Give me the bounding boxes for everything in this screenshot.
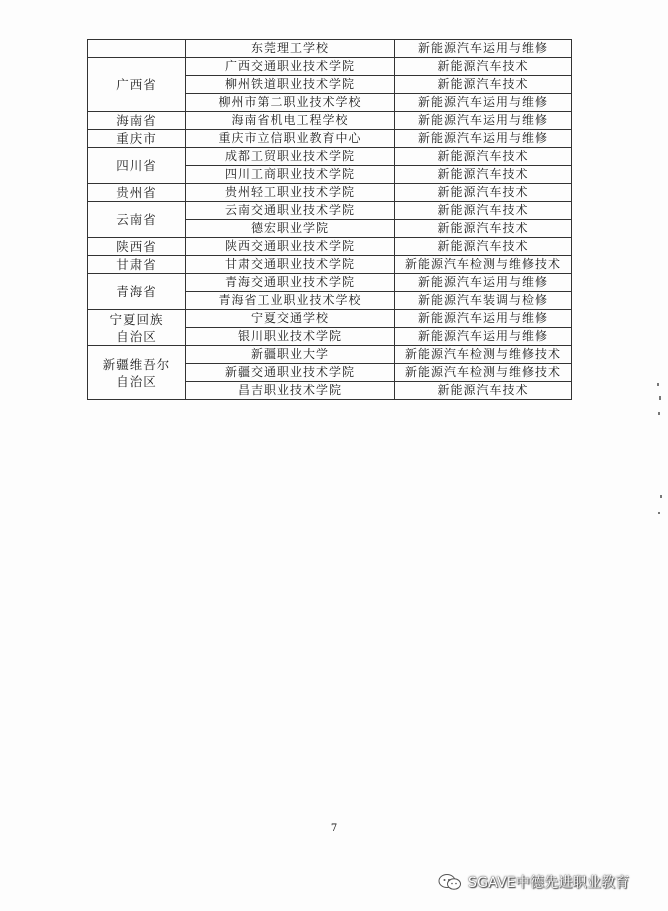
- province-line: 宁夏回族: [109, 311, 164, 327]
- province-cell: 四川省: [88, 148, 186, 184]
- major-cell: 新能源汽车运用与维修: [395, 130, 572, 148]
- major-cell: 新能源汽车技术: [395, 382, 572, 400]
- table-row: [88, 310, 572, 328]
- province-cell: [88, 310, 186, 346]
- province-cell: 海南省: [88, 112, 186, 130]
- province-cell: 云南省: [88, 202, 186, 238]
- major-cell: 新能源汽车运用与维修: [395, 94, 572, 112]
- table-row: [88, 148, 572, 166]
- province-cell: 甘肃省: [88, 256, 186, 274]
- major-cell: 新能源汽车检测与维修技术: [395, 346, 572, 364]
- province-line: 自治区: [116, 373, 157, 389]
- province-cell-empty: [88, 40, 186, 58]
- school-cell: 柳州市第二职业技术学校: [186, 94, 395, 112]
- school-cell: 贵州轻工职业技术学院: [186, 184, 395, 202]
- school-cell: 青海交通职业技术学院: [186, 274, 395, 292]
- table-row: [88, 40, 572, 58]
- school-cell: 青海省工业职业技术学校: [186, 292, 395, 310]
- school-cell: 新疆职业大学: [186, 346, 395, 364]
- major-cell: 新能源汽车技术: [395, 184, 572, 202]
- school-cell: 昌吉职业技术学院: [186, 382, 395, 400]
- major-cell: 新能源汽车运用与维修: [395, 112, 572, 130]
- province-cell: 广西省: [88, 58, 186, 112]
- school-cell: 广西交通职业技术学院: [186, 58, 395, 76]
- major-cell: 新能源汽车运用与维修: [395, 40, 572, 58]
- school-cell: 四川工商职业技术学院: [186, 166, 395, 184]
- province-cell: 陕西省: [88, 238, 186, 256]
- school-cell: 柳州铁道职业技术学院: [186, 76, 395, 94]
- school-cell: 宁夏交通学校: [186, 310, 395, 328]
- table-row: [88, 184, 572, 202]
- table-row: [88, 256, 572, 274]
- province-line: 新疆维吾尔: [102, 356, 171, 372]
- table-row: [88, 238, 572, 256]
- major-cell: 新能源汽车技术: [395, 238, 572, 256]
- school-cell: 成都工贸职业技术学院: [186, 148, 395, 166]
- major-cell: 新能源汽车运用与维修: [395, 310, 572, 328]
- major-cell: 新能源汽车运用与维修: [395, 328, 572, 346]
- school-table: [87, 39, 572, 400]
- province-cell: [88, 346, 186, 400]
- scan-mark: [658, 512, 660, 514]
- major-cell: 新能源汽车技术: [395, 76, 572, 94]
- scan-mark: [658, 412, 660, 415]
- major-cell: 新能源汽车技术: [395, 166, 572, 184]
- school-cell: 重庆市立信职业教育中心: [186, 130, 395, 148]
- school-cell: 云南交通职业技术学院: [186, 202, 395, 220]
- province-line: 自治区: [116, 328, 157, 344]
- table-row: [88, 346, 572, 364]
- watermark: [438, 871, 629, 893]
- major-cell: 新能源汽车技术: [395, 148, 572, 166]
- scan-mark: [660, 495, 662, 498]
- table-row: [88, 274, 572, 292]
- school-cell: 德宏职业学院: [186, 220, 395, 238]
- major-cell: 新能源汽车检测与维修技术: [395, 364, 572, 382]
- watermark-text: SGAVE中德先进职业教育: [468, 875, 630, 891]
- school-cell: 银川职业技术学院: [186, 328, 395, 346]
- school-cell: 甘肃交通职业技术学院: [186, 256, 395, 274]
- major-cell: 新能源汽车运用与维修: [395, 274, 572, 292]
- school-cell: 东莞理工学校: [186, 40, 395, 58]
- province-cell: 青海省: [88, 274, 186, 310]
- table-row: [88, 58, 572, 76]
- scan-mark: [659, 396, 661, 400]
- table-row: [88, 130, 572, 148]
- major-cell: 新能源汽车技术: [395, 58, 572, 76]
- table-row: [88, 202, 572, 220]
- major-cell: 新能源汽车装调与检修: [395, 292, 572, 310]
- school-cell: 陕西交通职业技术学院: [186, 238, 395, 256]
- major-cell: 新能源汽车检测与维修技术: [395, 256, 572, 274]
- school-cell: 海南省机电工程学校: [186, 112, 395, 130]
- wechat-icon: [438, 873, 462, 891]
- province-cell: 贵州省: [88, 184, 186, 202]
- scan-mark: [657, 383, 659, 386]
- major-cell: 新能源汽车技术: [395, 202, 572, 220]
- page-number: 7: [330, 823, 338, 834]
- school-cell: 新疆交通职业技术学院: [186, 364, 395, 382]
- table-row: [88, 112, 572, 130]
- province-cell: 重庆市: [88, 130, 186, 148]
- major-cell: 新能源汽车技术: [395, 220, 572, 238]
